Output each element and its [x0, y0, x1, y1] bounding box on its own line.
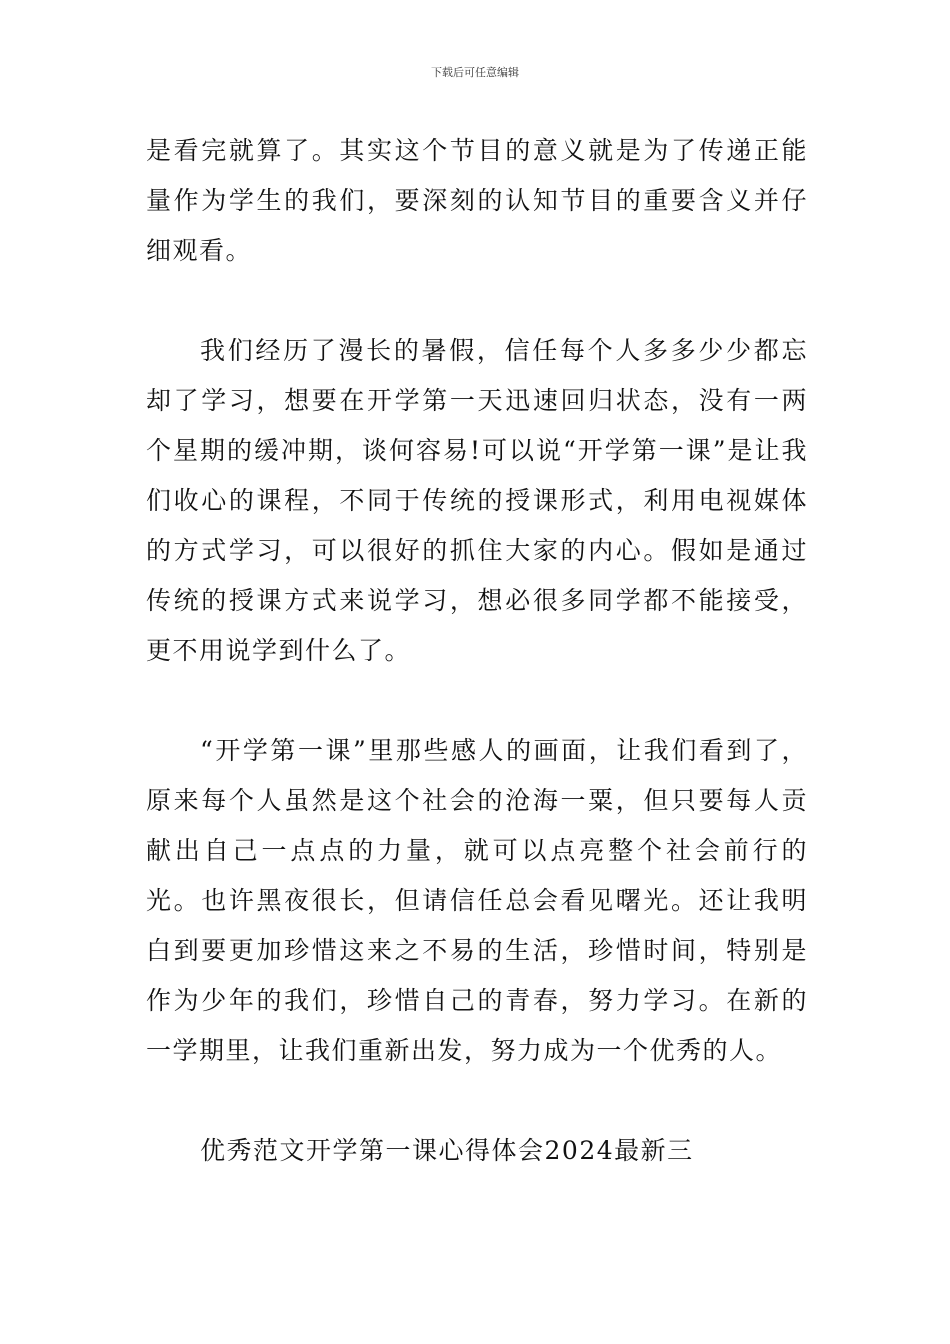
section-heading: 优秀范文开学第一课心得体会2024最新三: [200, 1136, 694, 1165]
page-header-note: 下载后可任意编辑: [431, 66, 519, 79]
paragraph-continuation: 是看完就算了。其实这个节目的意义就是为了传递正能量作为学生的我们，要深刻的认知节目的重要含义并仔细观看。: [146, 136, 808, 265]
paragraph-gap: [146, 1076, 808, 1126]
paragraph-summer-vacation: 我们经历了漫长的暑假，信任每个人多多少少都忘却了学习，想要在开学第一天迅速回归状态，没有一两个星期的缓冲期，谈何容易!可以说“开学第一课”是让我们收心的课程，不同于传统的授课形式，利用电视媒体的方式学习，可以很好的抓住大家的内心。假如是通过传统的授课方式来说学习，想必很多同学都不能接受，更不用说学到什么了。: [146, 336, 808, 665]
paragraph-gap: [146, 276, 808, 326]
paragraph-gap: [146, 676, 808, 726]
paragraph-touching-scenes: “开学第一课”里那些感人的画面，让我们看到了，原来每个人虽然是这个社会的沧海一粟，但只要每人贡献出自己一点点的力量，就可以点亮整个社会前行的光。也许黑夜很长，但请信任总会看见曙光。还让我明白到要更加珍惜这来之不易的生活，珍惜时间，特别是作为少年的我们，珍惜自己的青春，努力学习。在新的一学期里，让我们重新出发，努力成为一个优秀的人。: [146, 736, 808, 1065]
document-body: [146, 126, 808, 1176]
